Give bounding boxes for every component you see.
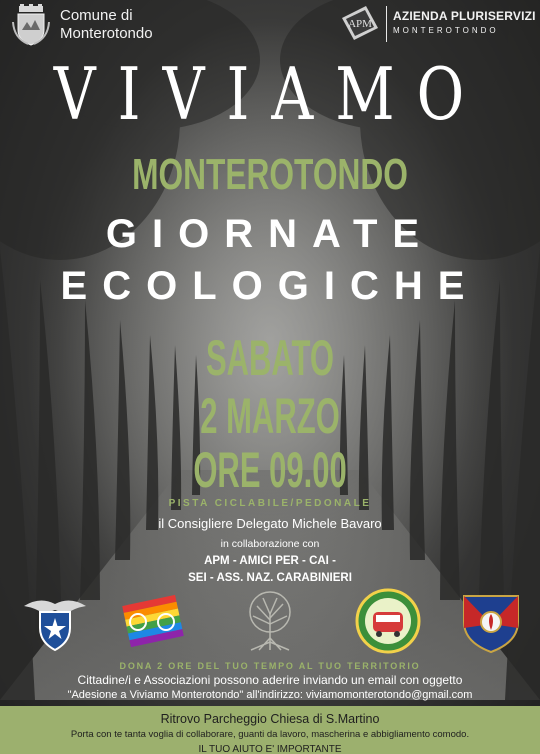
azienda-name: [393, 9, 536, 35]
tree-logo-icon: [237, 588, 303, 654]
comune-name: [60, 7, 153, 43]
rainbow-logo-icon: [120, 588, 186, 654]
dona-slogan: DONA 2 ORE DEL TUO TEMPO AL TUO TERRITORIO: [119, 661, 421, 671]
carabinieri-logo-icon: [458, 588, 524, 654]
azienda-line2: MONTEROTONDO: [393, 26, 499, 35]
comune-crest-icon: [10, 4, 52, 46]
apm-logo-icon: [340, 4, 380, 42]
event-date: 2 MARZO: [200, 388, 340, 444]
help-slogan: IL TUO AIUTO E' IMPORTANTE: [198, 744, 342, 754]
event-place: PISTA CICLABILE/PEDONALE: [168, 498, 372, 509]
participation-info: Cittadine/i e Associazioni possono aderire inviando un email con oggetto: [77, 673, 463, 687]
giornate-title: GIORNATE: [105, 212, 435, 256]
comune-line1: Comune di: [60, 7, 133, 24]
event-day: SABATO: [205, 330, 335, 386]
collaboration-label: in collaborazione con: [220, 538, 320, 550]
header-divider: [386, 6, 387, 42]
email-info: "Adesione a Viviamo Monterotondo" all'indirizzo: viviamomonterotondo@gmail.com: [67, 689, 473, 701]
viviamo-title: VIVIAMO: [53, 51, 487, 137]
bus-logo-icon: [355, 588, 421, 654]
partners-line2: SEI - ASS. NAZ. CARABINIERI: [188, 572, 352, 584]
header: [0, 0, 540, 50]
ecologiche-title: ECOLOGICHE: [60, 264, 480, 308]
event-time: ORE 09.00: [193, 442, 347, 498]
footer-band: [0, 706, 540, 754]
cai-logo-icon: [22, 588, 88, 654]
city-title: MONTEROTONDO: [132, 150, 408, 199]
partner-logos: [0, 588, 540, 654]
meeting-point: Ritrovo Parcheggio Chiesa di S.Martino: [160, 712, 380, 726]
bring-info: Porta con te tanta voglia di collaborare, guanti da lavoro, mascherina e abbigliamento comodo.: [70, 729, 470, 740]
comune-line2: Monterotondo: [60, 25, 153, 42]
partners-line1: APM - AMICI PER - CAI -: [204, 555, 336, 567]
azienda-line1: AZIENDA PLURISERVIZI: [393, 9, 536, 23]
event-organizer: il Consigliere Delegato Michele Bavaro: [158, 516, 382, 531]
apm-logo-text: APM: [348, 18, 372, 30]
